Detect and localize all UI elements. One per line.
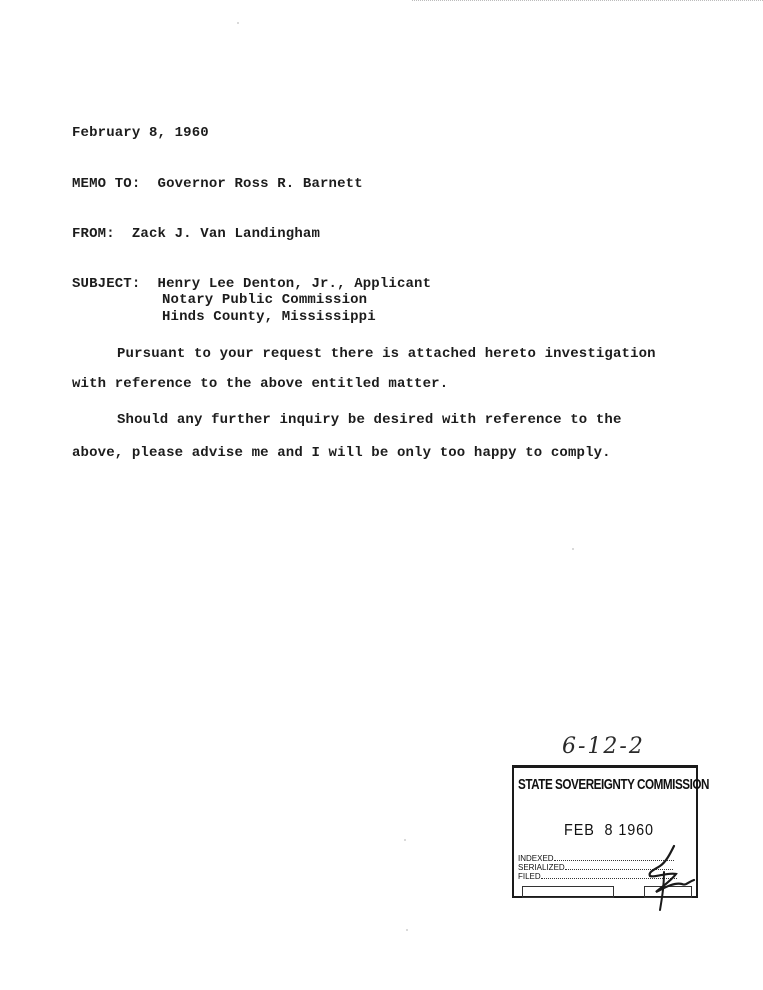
memo-date: February 8, 1960: [72, 125, 209, 141]
stamp-box-left: [522, 886, 614, 898]
top-edge-artifact: [412, 0, 763, 3]
paper-speck: [404, 839, 406, 841]
initials-signature-icon: [640, 842, 696, 912]
handwritten-file-number: 6-12-2: [562, 734, 645, 759]
memo-subject-line: SUBJECT: Henry Lee Denton, Jr., Applicant: [72, 276, 432, 292]
paper-speck: [572, 548, 574, 550]
stamp-serialized-label: SERIALIZED: [518, 863, 565, 872]
stamp-indexed-label: INDEXED: [518, 854, 554, 863]
paper-speck: [237, 22, 239, 24]
stamp-title: STATE SOVEREIGNTY COMMISSION: [518, 776, 710, 793]
body-paragraph-1-line-2: with reference to the above entitled matter.: [72, 376, 449, 392]
paper-speck: [406, 929, 408, 931]
body-paragraph-2-line-2: above, please advise me and I will be only too happy to comply.: [72, 445, 611, 461]
memo-from-line: FROM: Zack J. Van Landingham: [72, 226, 320, 242]
stamp-date: FEB 8 1960: [564, 822, 654, 839]
stamp-filed-label: FILED: [518, 872, 541, 881]
body-paragraph-2-line-1: Should any further inquiry be desired with reference to the: [117, 412, 622, 428]
memo-subject-line-2: Notary Public Commission: [162, 292, 368, 308]
memo-subject-line-3: Hinds County, Mississippi: [162, 309, 376, 325]
memo-to-line: MEMO TO: Governor Ross R. Barnett: [72, 176, 363, 192]
body-paragraph-1-line-1: Pursuant to your request there is attached hereto investigation: [117, 346, 656, 362]
